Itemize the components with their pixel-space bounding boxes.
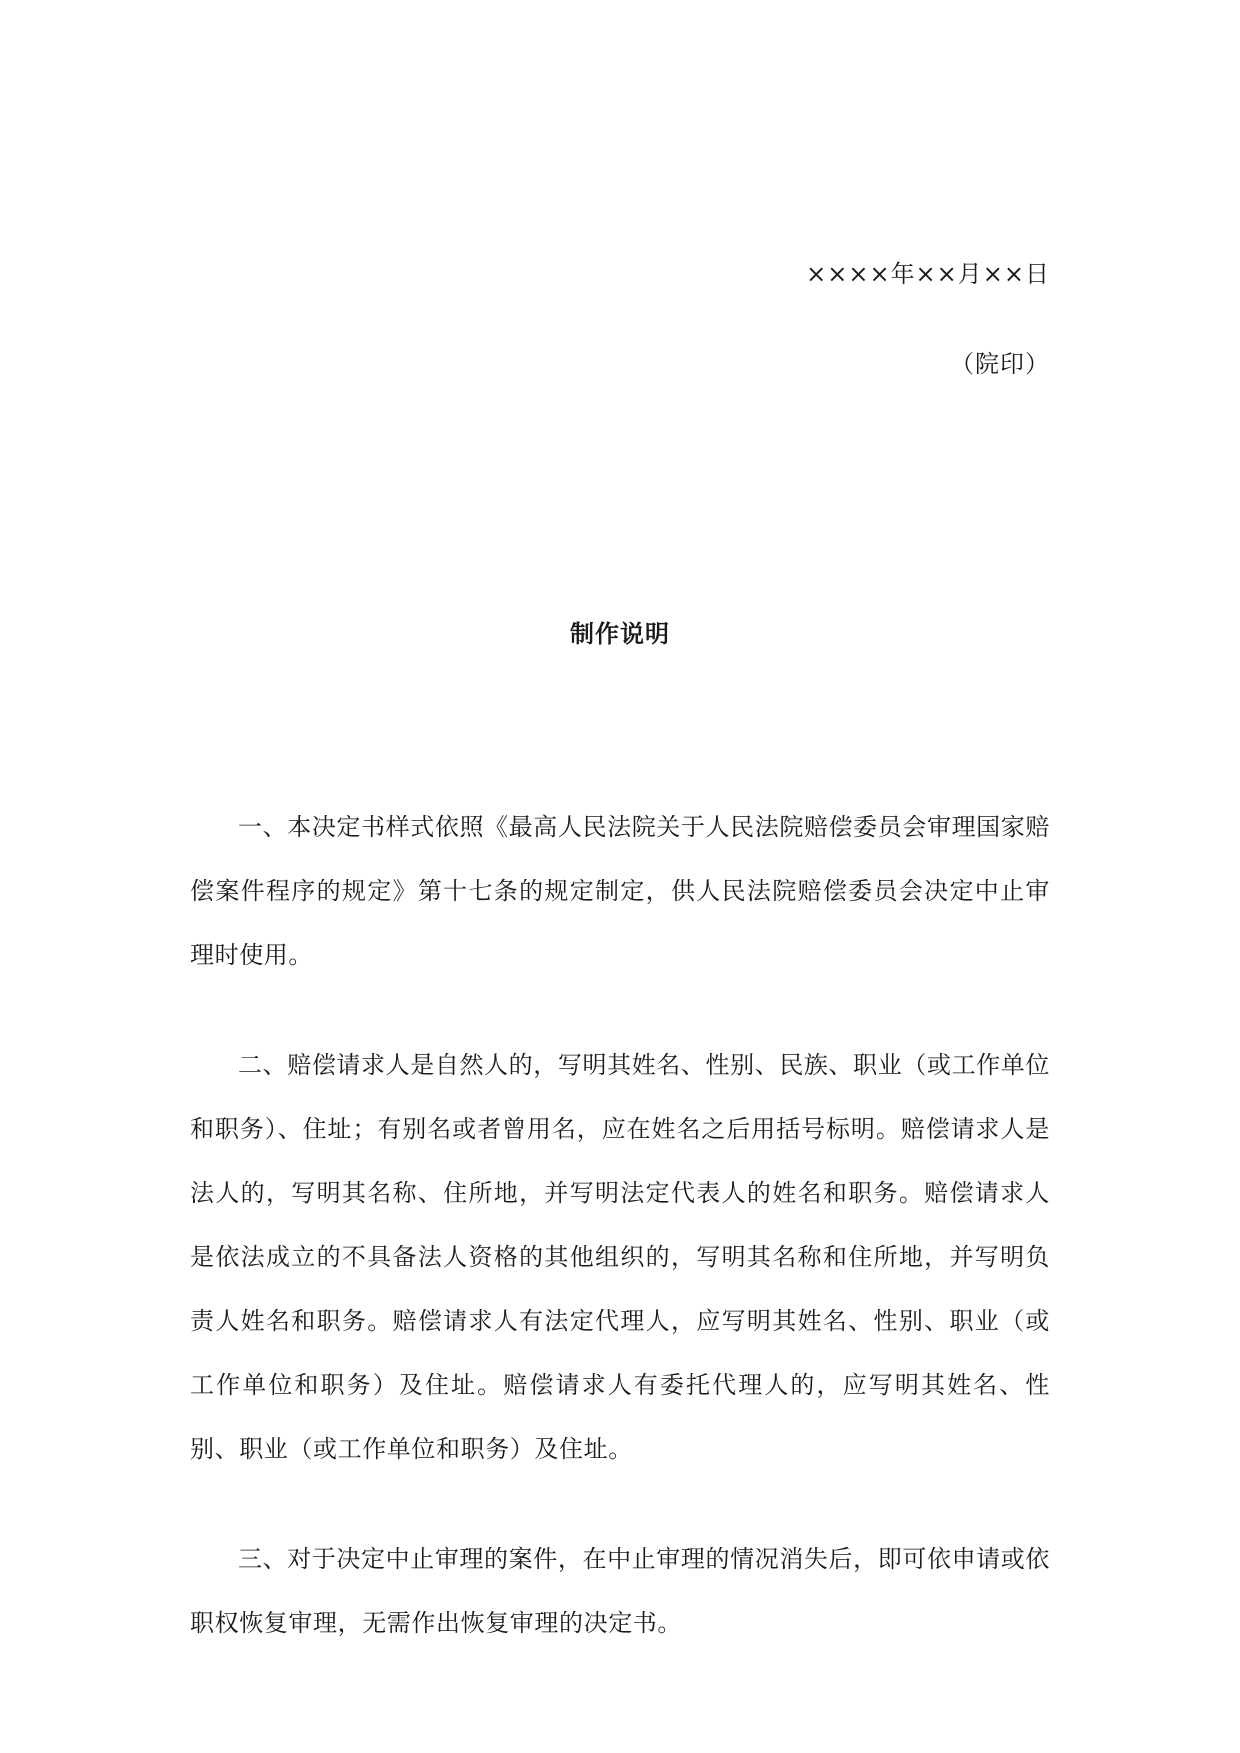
- court-seal-label: （院印）: [950, 350, 1050, 378]
- section-title: 制作说明: [570, 619, 670, 648]
- decision-date: ××××年××月××日: [806, 260, 1050, 288]
- instruction-paragraph-1: 一、本决定书样式依照《最高人民法院关于人民法院赔偿委员会审理国家赔偿案件程序的规定》第十七条的规定制定，供人民法院赔偿委员会决定中止审理时使用。: [190, 813, 1050, 969]
- instruction-paragraph-3: 三、对于决定中止审理的案件，在中止审理的情况消失后，即可依申请或依职权恢复审理，无需作出恢复审理的决定书。: [190, 1545, 1050, 1637]
- instruction-paragraph-2: 二、赔偿请求人是自然人的，写明其姓名、性别、民族、职业（或工作单位和职务）、住址；有别名或者曾用名，应在姓名之后用括号标明。赔偿请求人是法人的，写明其名称、住所地，并写明法定代表人的姓名和职务。赔偿请求人是依法成立的不具备法人资格的其他组织的，写明其名称和住所地，并写明负责人姓名和职务。赔偿请求人有法定代理人，应写明其姓名、性别、职业（或工作单位和职务）及住址。赔偿请求人有委托代理人的，应写明其姓名、性别、职业（或工作单位和职务）及住址。: [190, 1051, 1050, 1463]
- instructions-body: [190, 795, 1050, 1701]
